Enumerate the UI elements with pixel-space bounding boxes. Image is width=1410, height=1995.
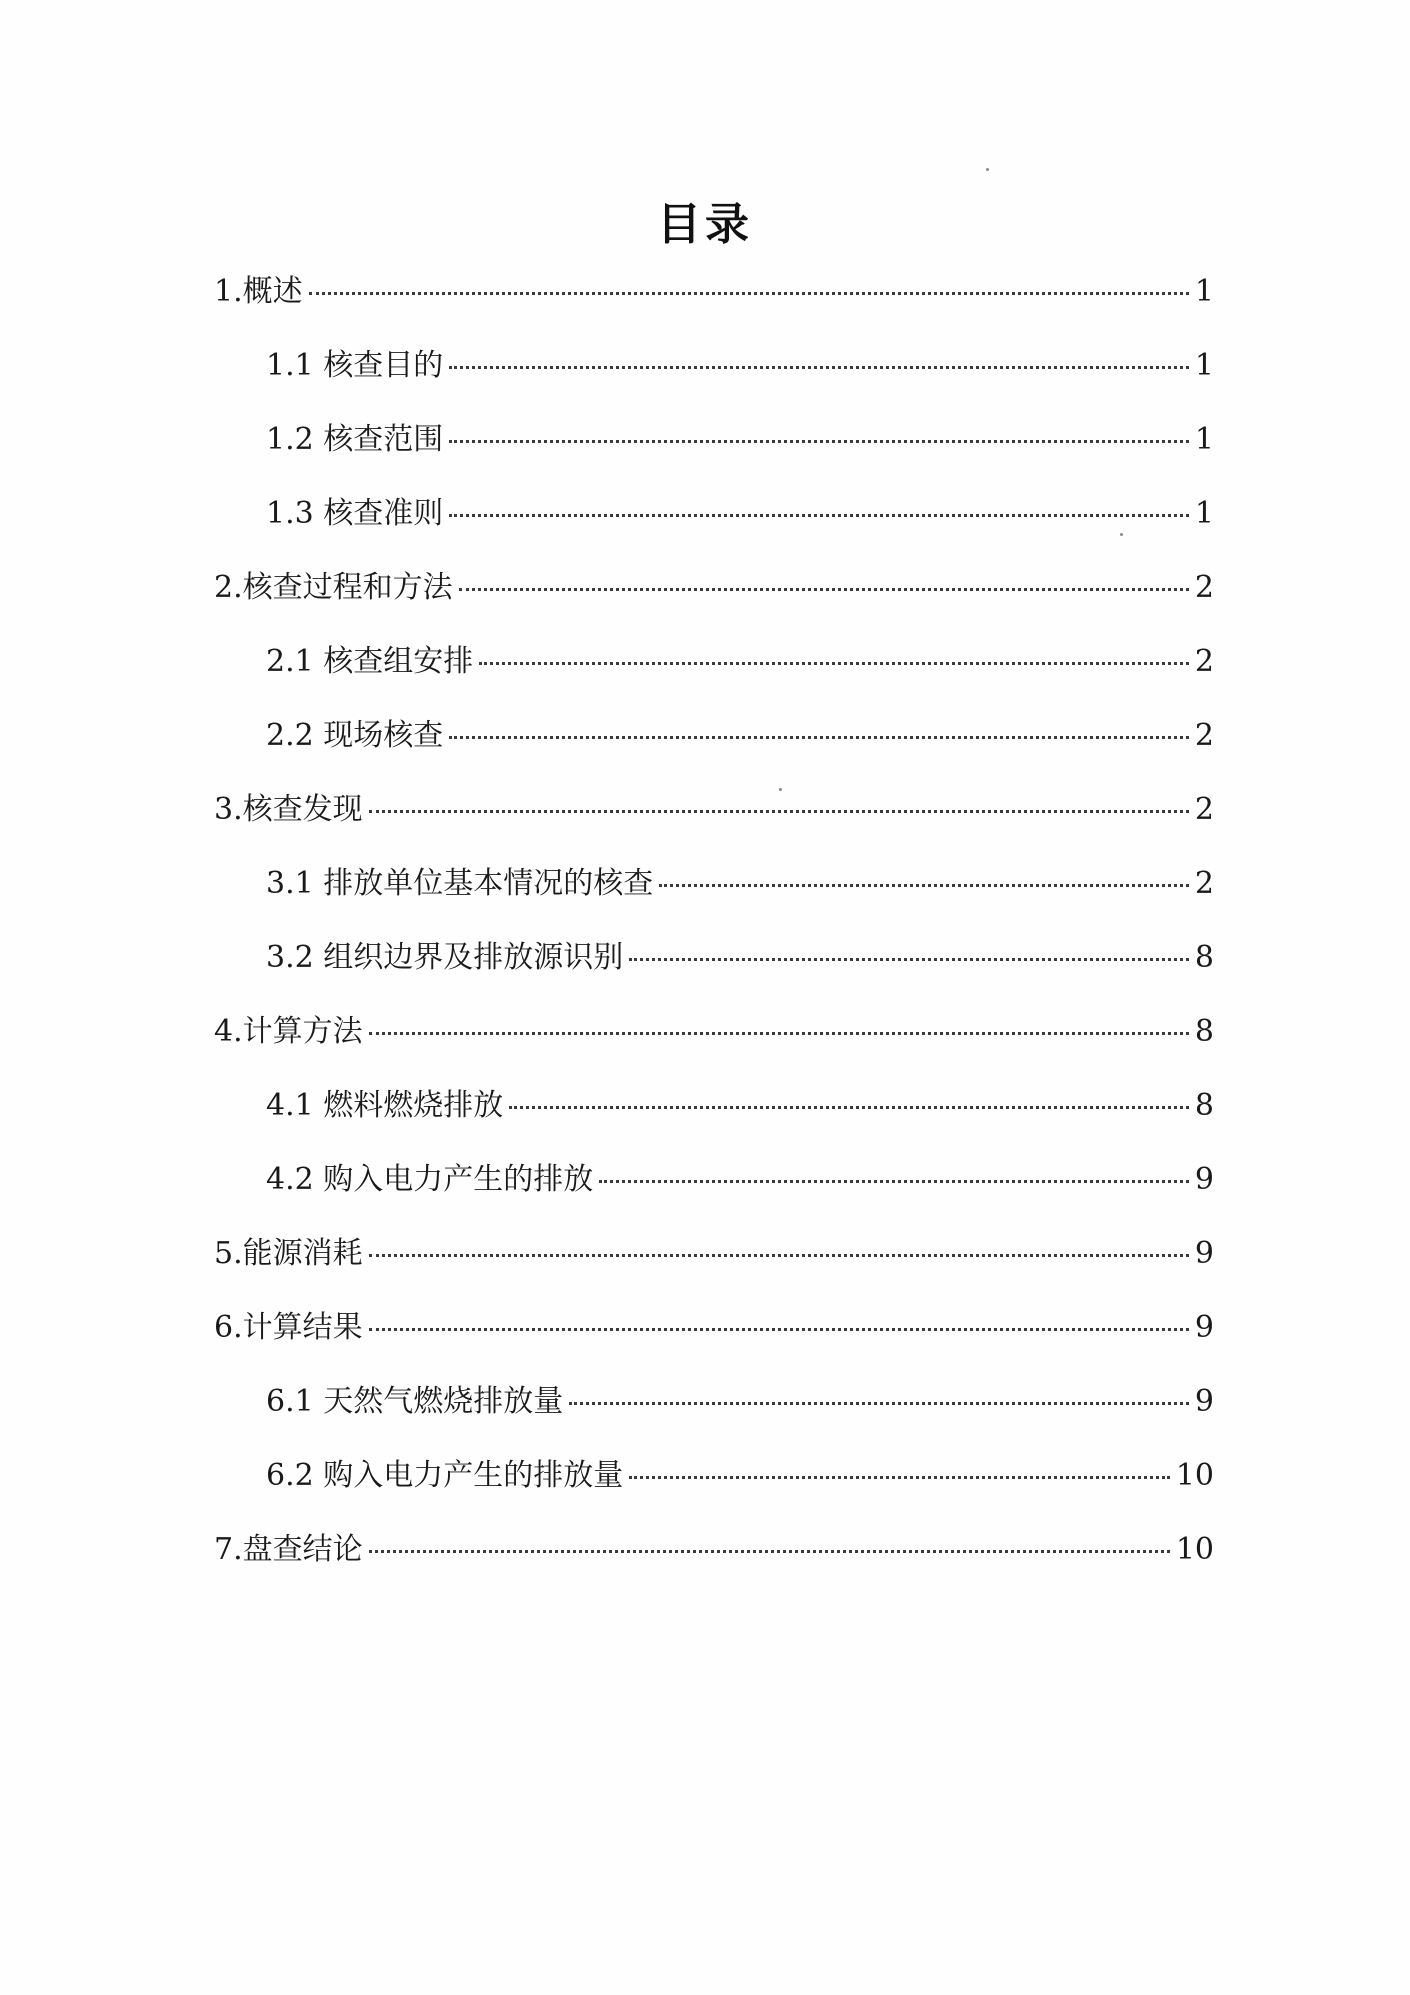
toc-entry-page: 9	[1194, 1162, 1214, 1197]
toc-entry	[266, 1456, 1214, 1496]
toc-entry	[266, 420, 1214, 460]
toc-entry	[266, 346, 1214, 386]
scan-speck	[986, 168, 989, 171]
toc-entry	[214, 1234, 1214, 1274]
toc-entry	[266, 1382, 1214, 1422]
toc-entry-label: 4.计算方法	[214, 1014, 363, 1049]
toc-dot-leader	[629, 1476, 1170, 1479]
toc-entry	[214, 272, 1214, 312]
toc-entry-page: 2	[1194, 718, 1214, 753]
toc-entry-page: 9	[1194, 1310, 1214, 1345]
toc-entry-label: 3.1 排放单位基本情况的核查	[266, 866, 654, 901]
toc-entry-label: 1.3 核查准则	[266, 496, 444, 531]
toc-entry	[214, 568, 1214, 608]
toc-entry-page: 2	[1194, 644, 1214, 679]
toc-dot-leader	[369, 1032, 1189, 1035]
toc-dot-leader	[629, 958, 1189, 961]
toc-entry-page: 2	[1194, 792, 1214, 827]
toc-dot-leader	[599, 1180, 1189, 1183]
toc-dot-leader	[569, 1402, 1189, 1405]
toc-dot-leader	[309, 292, 1189, 295]
toc-entry-label: 7.盘查结论	[214, 1532, 363, 1567]
toc-entry-page: 1	[1194, 496, 1214, 531]
toc-entry-page: 1	[1194, 348, 1214, 383]
toc-title: 目录	[657, 199, 753, 250]
toc-entry	[266, 494, 1214, 534]
toc-entry-label: 6.1 天然气燃烧排放量	[266, 1384, 564, 1419]
toc-entry	[266, 864, 1214, 904]
toc-entry-label: 6.2 购入电力产生的排放量	[266, 1458, 624, 1493]
toc-entry-label: 1.1 核查目的	[266, 348, 444, 383]
toc-entry-label: 6.计算结果	[214, 1310, 363, 1345]
toc-entry-page: 2	[1194, 866, 1214, 901]
toc-dot-leader	[449, 366, 1189, 369]
toc-entry-page: 9	[1194, 1384, 1214, 1419]
toc-entry	[266, 642, 1214, 682]
toc-dot-leader	[449, 440, 1189, 443]
toc-entry-page: 1	[1194, 274, 1214, 309]
toc-entry-label: 4.1 燃料燃烧排放	[266, 1088, 504, 1123]
toc-entry	[214, 790, 1214, 830]
toc-dot-leader	[479, 662, 1189, 665]
toc-entry	[214, 1530, 1214, 1570]
toc-entry-page: 8	[1194, 1088, 1214, 1123]
toc-entry-label: 2.核查过程和方法	[214, 570, 453, 605]
scan-speck	[779, 788, 782, 791]
toc-dot-leader	[369, 1254, 1189, 1257]
toc-entry-page: 10	[1175, 1458, 1214, 1493]
toc-dot-leader	[369, 1550, 1170, 1553]
toc-entry-label: 1.2 核查范围	[266, 422, 444, 457]
toc-entry-label: 5.能源消耗	[214, 1236, 363, 1271]
toc-entry	[266, 1160, 1214, 1200]
toc-entry-label: 4.2 购入电力产生的排放	[266, 1162, 594, 1197]
toc-dot-leader	[449, 736, 1189, 739]
toc-entry-label: 3.核查发现	[214, 792, 363, 827]
toc-dot-leader	[509, 1106, 1189, 1109]
toc-entry-page: 1	[1194, 422, 1214, 457]
toc-dot-leader	[659, 884, 1189, 887]
toc-entry-label: 3.2 组织边界及排放源识别	[266, 940, 624, 975]
toc-entry	[214, 1012, 1214, 1052]
toc-entry-page: 8	[1194, 940, 1214, 975]
scan-speck	[1120, 533, 1123, 536]
toc-dot-leader	[459, 588, 1189, 591]
toc-entry-label: 1.概述	[214, 274, 303, 309]
toc-entry-page: 10	[1175, 1532, 1214, 1567]
toc-entry	[266, 1086, 1214, 1126]
toc-entry	[214, 1308, 1214, 1348]
toc-entry-page: 9	[1194, 1236, 1214, 1271]
toc-dot-leader	[369, 1328, 1189, 1331]
toc-entry-label: 2.1 核查组安排	[266, 644, 474, 679]
toc-entry-label: 2.2 现场核查	[266, 718, 444, 753]
toc-entry-page: 8	[1194, 1014, 1214, 1049]
toc-entry	[266, 938, 1214, 978]
toc-entry-page: 2	[1194, 570, 1214, 605]
toc-dot-leader	[369, 810, 1189, 813]
toc-dot-leader	[449, 514, 1189, 517]
toc-entry	[266, 716, 1214, 756]
